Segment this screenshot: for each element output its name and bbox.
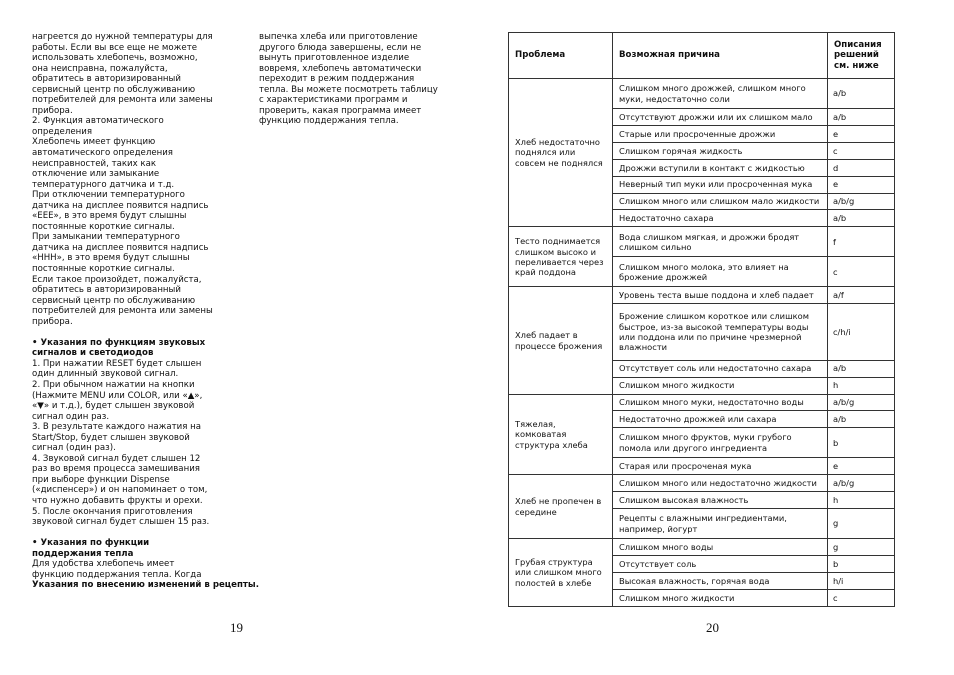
- left-column-1: [32, 32, 257, 591]
- table-row: [509, 287, 895, 304]
- text-line: температурного датчика и т.д.: [32, 179, 175, 190]
- text-line: переходит в режим поддержания: [259, 74, 415, 85]
- warm-body: [32, 559, 257, 580]
- solution-cell: c/h/i: [828, 304, 895, 360]
- header-solution: Описания решений см. ниже: [828, 33, 895, 79]
- solution-cell: h: [828, 492, 895, 509]
- cause-cell: Неверный тип муки или просроченная мука: [613, 176, 828, 193]
- text-line: сигнал один раз.: [32, 411, 110, 422]
- heading-line: сигналов и светодиодов: [32, 348, 154, 359]
- solution-cell: b: [828, 556, 895, 573]
- text-line: (Нажмите MENU или COLOR, или «▲»,: [32, 390, 203, 401]
- text-line: обратитесь в авторизированный: [32, 285, 181, 296]
- cause-cell: Слишком много или недостаточно жидкости: [613, 475, 828, 492]
- cause-cell: Слишком много муки, недостаточно воды: [613, 394, 828, 411]
- text-line: сервисный центр по обслуживанию: [32, 84, 196, 95]
- page-number-left: 19: [230, 620, 243, 635]
- problem-cell: Тяжелая, комковатая структура хлеба: [509, 394, 613, 475]
- solution-cell: d: [828, 159, 895, 176]
- header-cause: Возможная причина: [613, 33, 828, 79]
- text-line: один длинный звуковой сигнал.: [32, 369, 179, 380]
- text-line: отключение или замыкание: [32, 169, 160, 180]
- solution-cell: a/b: [828, 411, 895, 428]
- cause-cell: Слишком высокая влажность: [613, 492, 828, 509]
- cause-cell: Слишком много фруктов, муки грубого помола или другого ингредиента: [613, 428, 828, 458]
- solution-cell: g: [828, 509, 895, 539]
- cause-cell: Старые или просроченные дрожжи: [613, 125, 828, 142]
- cause-cell: Слишком много воды: [613, 539, 828, 556]
- text-line: звуковой сигнал будет слышен 15 раз.: [32, 517, 210, 528]
- text-line: Если такое произойдет, пожалуйста,: [32, 274, 202, 285]
- problem-cell: Хлеб падает в процессе брожения: [509, 287, 613, 394]
- text-line: Для удобства хлебопечь имеет: [32, 559, 175, 570]
- problem-cell: Тесто поднимается слишком высоко и переливается через край поддона: [509, 227, 613, 287]
- cause-cell: Дрожжи вступили в контакт с жидкостью: [613, 159, 828, 176]
- text-line: При отключении температурного: [32, 190, 185, 201]
- solution-cell: b: [828, 428, 895, 458]
- solution-cell: e: [828, 125, 895, 142]
- text-line: выпечка хлеба или приготовление: [259, 32, 418, 42]
- text-line: При замыкании температурного: [32, 232, 180, 243]
- solution-cell: c: [828, 142, 895, 159]
- text-line: потребителей для ремонта или замены: [32, 95, 213, 106]
- text-line: сигнал (один раз).: [32, 443, 116, 454]
- solution-cell: f: [828, 227, 895, 257]
- text-line: раз во время процесса замешивания: [32, 464, 200, 475]
- solution-cell: a/b: [828, 109, 895, 126]
- text-line: «▼» и т.д.), будет слышен звуковой: [32, 401, 195, 412]
- text-line: 5. После окончания приготовления: [32, 506, 193, 517]
- cause-cell: Отсутствует соль или недостаточно сахара: [613, 360, 828, 377]
- cause-cell: Брожение слишком короткое или слишком быстрое, из-за высокой температуры воды или поддона или по причине чрезмерной влажности: [613, 304, 828, 360]
- cause-cell: Высокая влажность, горячая вода: [613, 572, 828, 589]
- text-line: Start/Stop, будет слышен звуковой: [32, 432, 190, 443]
- solution-cell: c: [828, 589, 895, 606]
- solution-cell: h: [828, 377, 895, 394]
- cause-cell: Слишком много жидкости: [613, 589, 828, 606]
- heading-line: • Указания по функциям звуковых: [32, 337, 206, 348]
- cause-cell: Отсутствуют дрожжи или их слишком мало: [613, 109, 828, 126]
- text-line: с характеристиками программ и: [259, 95, 408, 106]
- text-line: «EEE», в это время будут слышны: [32, 211, 187, 222]
- text-line: 4. Звуковой сигнал будет слышен 12: [32, 453, 201, 464]
- text-line: другого блюда завершены, если не: [259, 42, 422, 53]
- solution-cell: e: [828, 458, 895, 475]
- text-line: функцию поддержания тепла. Когда: [32, 569, 202, 580]
- cause-cell: Отсутствует соль: [613, 556, 828, 573]
- text-line: 2. При обычном нажатии на кнопки: [32, 380, 195, 390]
- text-line: потребителей для ремонта или замены: [32, 306, 213, 317]
- solution-cell: a/b: [828, 210, 895, 227]
- text-line: датчика на дисплее появится надпись: [32, 242, 209, 253]
- solution-cell: a/b/g: [828, 193, 895, 210]
- text-line: она неисправна, пожалуйста,: [32, 63, 168, 74]
- cause-cell: Вода слишком мягкая, и дрожжи бродят слишком сильно: [613, 227, 828, 257]
- text-line: при выборе функции Dispense: [32, 474, 170, 485]
- solution-cell: a/b: [828, 360, 895, 377]
- table-row: [509, 394, 895, 411]
- text-line: («диспенсер») и он напоминает о том,: [32, 485, 208, 496]
- text-line: 1. При нажатии RESET будет слышен: [32, 358, 202, 369]
- text-line: Хлебопечь имеет функцию: [32, 137, 156, 148]
- problem-cell: Грубая структура или слишком много полостей в хлебе: [509, 539, 613, 607]
- cause-cell: Слишком много или слишком мало жидкости: [613, 193, 828, 210]
- cause-cell: Слишком много молока, это влияет на брожение дрожжей: [613, 257, 828, 287]
- table-row: [509, 227, 895, 257]
- text-line: обратитесь в авторизированный: [32, 74, 181, 85]
- text-line: вовремя, хлебопечь автоматически: [259, 63, 422, 74]
- text-line: 3. В результате каждого нажатия на: [32, 422, 201, 433]
- text-line: 2. Функция автоматического: [32, 116, 164, 127]
- solution-cell: a/f: [828, 287, 895, 304]
- changes-heading: Указания по внесению изменений в рецепты.: [32, 580, 259, 591]
- text-line: датчика на дисплее появится надпись: [32, 200, 209, 211]
- text-line: определения: [32, 126, 93, 137]
- solution-cell: a/b: [828, 79, 895, 109]
- header-problem: Проблема: [509, 33, 613, 79]
- text-line: «HHH», в это время будут слышны: [32, 253, 190, 264]
- text-line: вынуть приготовленное изделие: [259, 53, 410, 64]
- problem-cell: Хлеб не пропечен в середине: [509, 475, 613, 539]
- text-line: нагреется до нужной температуры для: [32, 32, 213, 42]
- solution-cell: c: [828, 257, 895, 287]
- text-line: тепла. Вы можете посмотреть таблицу: [259, 84, 438, 95]
- text-line: работы. Если вы все еще не можете: [32, 42, 197, 53]
- table-row: [509, 475, 895, 492]
- text-line: прибора.: [32, 316, 73, 327]
- solution-cell: g: [828, 539, 895, 556]
- page-number-right: 20: [706, 620, 719, 635]
- cause-cell: Уровень теста выше поддона и хлеб падает: [613, 287, 828, 304]
- heading-line: поддержания тепла: [32, 548, 134, 559]
- sound-heading: [32, 338, 257, 359]
- warm-heading: [32, 538, 257, 559]
- solution-cell: a/b/g: [828, 475, 895, 492]
- problem-cell: Хлеб недостаточно поднялся или совсем не поднялся: [509, 79, 613, 227]
- cause-cell: Недостаточно дрожжей или сахара: [613, 411, 828, 428]
- table-header-row: [509, 33, 895, 79]
- left-column-2: [259, 32, 464, 127]
- troubleshooting-table: [508, 32, 895, 607]
- solution-cell: h/i: [828, 572, 895, 589]
- text-line: сервисный центр по обслуживанию: [32, 295, 196, 306]
- text-line: проверить, какая программа имеет: [259, 105, 422, 116]
- cause-cell: Слишком горячая жидкость: [613, 142, 828, 159]
- solution-cell: e: [828, 176, 895, 193]
- table-row: [509, 539, 895, 556]
- solution-cell: a/b/g: [828, 394, 895, 411]
- text-line: постоянные короткие сигналы.: [32, 221, 175, 232]
- sound-body: [32, 359, 257, 528]
- cause-cell: Недостаточно сахара: [613, 210, 828, 227]
- table-row: [509, 79, 895, 109]
- cause-cell: Слишком много дрожжей, слишком много муки, недостаточно соли: [613, 79, 828, 109]
- text-line: автоматического определения: [32, 148, 173, 159]
- cause-cell: Слишком много жидкости: [613, 377, 828, 394]
- heading-line: • Указания по функции: [32, 538, 150, 549]
- cause-cell: Рецепты с влажными ингредиентами, например, йогурт: [613, 509, 828, 539]
- text-line: неисправностей, таких как: [32, 158, 157, 169]
- cause-cell: Старая или просроченая мука: [613, 458, 828, 475]
- text-line: функцию поддержания тепла.: [259, 116, 399, 127]
- text-line: постоянные короткие сигналы.: [32, 264, 175, 275]
- text-line: использовать хлебопечь, возможно,: [32, 53, 198, 64]
- text-line: прибора.: [32, 105, 73, 116]
- text-line: что нужно добавить фрукты и орехи.: [32, 496, 203, 507]
- auto-detect-text: [32, 32, 257, 327]
